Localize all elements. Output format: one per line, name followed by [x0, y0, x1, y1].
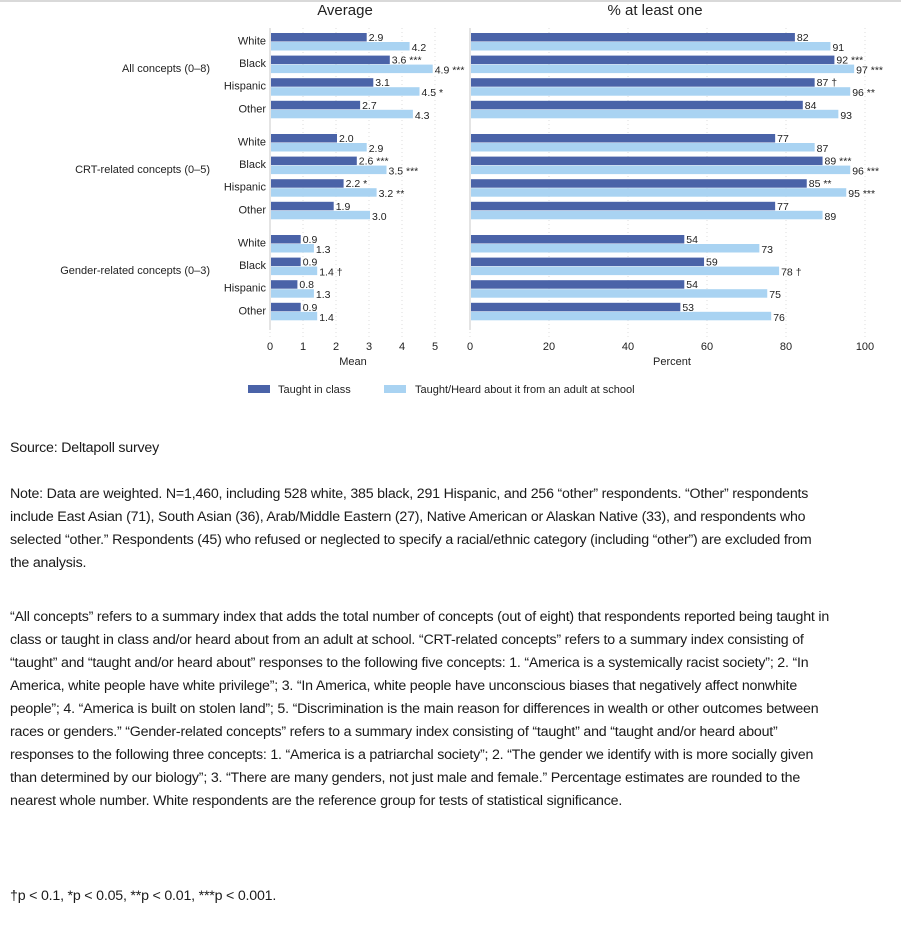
value-label-heard: 3.5 ***: [388, 165, 419, 178]
bar-taught: [271, 258, 301, 267]
value-label-heard: 95 ***: [848, 188, 876, 201]
bar-taught: [271, 56, 390, 65]
category-label: Hispanic: [223, 282, 266, 295]
legend-swatch-heard: [384, 385, 406, 393]
category-label: White: [237, 237, 266, 250]
bar-heard: [471, 42, 830, 51]
bar-taught: [471, 56, 834, 65]
category-label: White: [237, 136, 266, 149]
value-label-heard: 2.9: [368, 143, 384, 155]
bar-taught: [471, 179, 807, 188]
value-label-taught: 2.6 ***: [358, 155, 389, 168]
tick-label: 80: [779, 341, 793, 353]
value-label-heard: 1.4: [319, 311, 334, 324]
value-label-taught: 1.9: [335, 200, 351, 213]
bar-taught: [271, 179, 344, 188]
bar-heard: [471, 65, 854, 74]
value-label-taught: 84: [804, 99, 817, 112]
category-label: Other: [238, 103, 266, 116]
value-label-taught: 0.9: [302, 256, 318, 269]
bar-taught: [271, 235, 301, 244]
value-label-heard: 75: [769, 289, 781, 302]
tick-label: 3: [365, 341, 373, 353]
value-label-taught: 2.0: [339, 133, 354, 145]
bar-taught: [471, 157, 823, 166]
category-label: Black: [239, 260, 266, 273]
tick-label: 100: [855, 341, 875, 353]
significance-note: [10, 885, 830, 908]
value-label-heard: 1.3: [315, 244, 331, 256]
bar-heard: [471, 244, 759, 253]
bar-taught: [471, 33, 795, 42]
bar-heard: [471, 87, 850, 96]
group-label: All concepts (0–8): [121, 62, 210, 75]
axis-label: Mean: [339, 356, 367, 368]
group-label: Gender-related concepts (0–3): [60, 264, 210, 277]
category-label: Other: [238, 305, 266, 318]
tick-label: 40: [621, 341, 635, 353]
tick-label: 20: [542, 341, 556, 353]
value-label-heard: 87: [816, 143, 829, 155]
value-label-taught: 2.2 *: [345, 178, 368, 191]
bar-taught: [271, 134, 337, 143]
value-label-taught: 77: [777, 133, 789, 145]
bar-heard: [271, 211, 370, 220]
value-label-taught: 82: [796, 32, 809, 44]
category-label: Other: [238, 204, 266, 217]
value-label-heard: 4.5 *: [421, 87, 444, 100]
value-label-heard: 1.3: [315, 289, 331, 302]
category-label: White: [237, 35, 266, 48]
bar-taught: [271, 202, 334, 211]
value-label-taught: 85 **: [808, 178, 832, 191]
bar-taught: [271, 280, 297, 289]
value-label-taught: 3.1: [375, 77, 390, 90]
bar-heard: [471, 267, 779, 276]
tick-label: 60: [700, 341, 714, 353]
value-label-taught: 2.7: [362, 99, 377, 112]
definitions-note: [10, 606, 830, 813]
bar-taught: [271, 101, 360, 110]
tick-label: 4: [398, 341, 406, 353]
panel-title: Average: [317, 2, 373, 19]
value-label-heard: 96 ***: [852, 165, 880, 178]
bar-heard: [471, 166, 850, 175]
bar-taught: [471, 202, 775, 211]
source-note: [10, 437, 830, 460]
bar-taught: [471, 78, 815, 87]
bar-taught: [271, 78, 373, 87]
value-label-heard: 91: [832, 42, 845, 54]
value-label-heard: 3.2 **: [378, 188, 405, 201]
category-label: Hispanic: [223, 80, 266, 93]
bar-taught: [271, 33, 367, 42]
tick-label: 0: [466, 341, 474, 353]
value-label-taught: 54: [686, 234, 698, 246]
legend-swatch-taught: [248, 385, 270, 393]
legend-label-taught: Taught in class: [278, 384, 351, 396]
value-label-taught: 2.9: [368, 32, 384, 44]
bar-heard: [471, 312, 771, 321]
value-label-heard: 73: [761, 244, 774, 256]
data-note: [10, 483, 830, 575]
value-label-heard: 4.2: [411, 42, 427, 54]
value-label-heard: 96 **: [852, 87, 875, 100]
value-label-taught: 0.8: [299, 279, 315, 292]
value-label-heard: 4.9 ***: [434, 64, 465, 77]
value-label-heard: 89: [824, 210, 837, 223]
significance-text: †p < 0.1, *p < 0.05, **p < 0.01, ***p < 0.001.: [10, 888, 277, 904]
value-label-taught: 89 ***: [824, 155, 852, 168]
definitions-text: “All concepts” refers to a summary index that adds the total number of concepts (out of eight) that respondents reported being taught in class or taught in class and/or heard about from an adult at school. “CRT-related concepts” refers to a summary index consisting of “taught” and “taught and/or heard about” responses to the following five concepts: 1. “America is a systemically racist society”; 2. “In America, white people have white privilege”; 3. “In America, white people have unconscious biases that negatively affect nonwhite people”; 4. “America is built on stolen land”; 5. “Discrimination is the main reason for differences in wealth or other outcomes between races or genders.” “Gender-related concepts” refers to a summary index consisting of “taught” and “taught and/or heard about” responses to the following three concepts: 1. “America is a patriarchal society”; 2. “The gender we identify with is more socially given than determined by our biology”; 3. “There are many genders, not just male and female.” Percentage estimates are rounded to the nearest whole number. White respondents are the reference group for tests of statistical significance.: [10, 609, 830, 809]
bar-taught: [471, 303, 680, 312]
tick-label: 5: [431, 341, 439, 353]
bar-heard: [471, 188, 846, 197]
category-label: Black: [239, 58, 266, 71]
value-label-heard: 97 ***: [856, 64, 884, 77]
bar-taught: [271, 303, 301, 312]
axis-label: Percent: [653, 356, 691, 368]
value-label-heard: 3.0: [372, 210, 387, 223]
category-label: Black: [239, 159, 266, 172]
legend-label-heard: Taught/Heard about it from an adult at school: [415, 384, 635, 396]
chart: [0, 0, 901, 410]
value-label-taught: 77: [777, 200, 789, 213]
bar-taught: [471, 258, 704, 267]
value-label-taught: 0.9: [302, 234, 318, 246]
value-label-taught: 53: [682, 301, 695, 314]
bar-taught: [471, 235, 684, 244]
panel-title: % at least one: [607, 2, 703, 19]
tick-label: 0: [266, 341, 274, 353]
value-label-heard: 93: [840, 109, 853, 122]
bar-taught: [471, 134, 775, 143]
value-label-heard: 76: [773, 311, 785, 324]
bar-heard: [271, 110, 413, 119]
bar-heard: [271, 87, 420, 96]
category-label: Hispanic: [223, 181, 266, 194]
group-label: CRT-related concepts (0–5): [75, 163, 210, 176]
tick-label: 1: [299, 341, 307, 353]
bar-taught: [271, 157, 357, 166]
source-text: Source: Deltapoll survey: [10, 440, 159, 456]
bar-heard: [471, 110, 838, 119]
value-label-heard: 4.3: [414, 109, 430, 122]
bar-taught: [471, 101, 803, 110]
note-text: Note: Data are weighted. N=1,460, including 528 white, 385 black, 291 Hispanic, and 256 “other” respondents. “Other” respondents include East Asian (71), South Asian (36), Arab/Middle Eastern (27), Native American or Alaskan Native (33), and respondents who selected “other.” Respondents (45) who refused or neglected to specify a racial/ethnic category (including “other”) are excluded from the analysis.: [10, 486, 812, 571]
bar-heard: [271, 42, 410, 51]
bar-heard: [471, 143, 815, 152]
value-label-taught: 87 †: [816, 77, 838, 90]
value-label-taught: 92 ***: [836, 54, 864, 67]
bar-taught: [471, 280, 684, 289]
bar-heard: [471, 211, 823, 220]
value-label-heard: 78 †: [781, 266, 802, 279]
tick-label: 2: [332, 341, 340, 353]
value-label-taught: 3.6 ***: [391, 54, 422, 67]
value-label-taught: 0.9: [302, 301, 318, 314]
value-label-heard: 1.4 †: [319, 266, 343, 279]
value-label-taught: 59: [706, 256, 718, 269]
bar-heard: [471, 289, 767, 298]
value-label-taught: 54: [686, 279, 698, 292]
